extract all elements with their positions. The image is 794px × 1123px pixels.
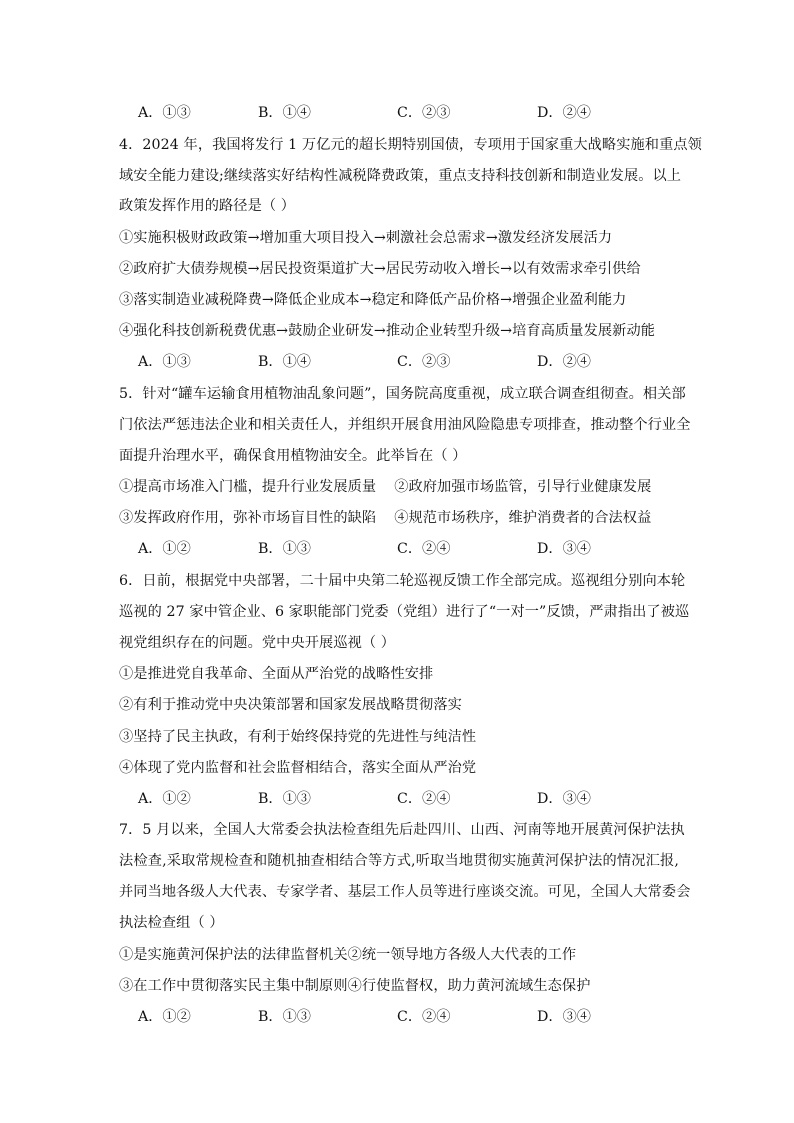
- q5-stem-line-3: 面提升治理水平，确保食用植物油安全。此举旨在（ ）: [119, 448, 467, 464]
- q4-item-3: ③落实制造业减税降费→降低企业成本→稳定和降低产品价格→增强企业盈利能力: [119, 292, 627, 308]
- q5-item-row-1: [119, 477, 679, 497]
- q3-option-b[interactable]: B．①④: [258, 105, 311, 121]
- q5-option-c[interactable]: C．②④: [397, 541, 451, 557]
- q4-item-1: ①实施积极财政政策→增加重大项目投入→刺激社会总需求→激发经济发展活力: [119, 230, 613, 246]
- q3-option-c[interactable]: C．②③: [397, 105, 451, 121]
- q7-stem-line-3: 并同当地各级人大代表、专家学者、基层工作人员等进行座谈交流。可见，全国人大常委会: [119, 884, 691, 900]
- q6-option-b[interactable]: B．①③: [258, 791, 311, 807]
- q4-stem-line-1: 4．2024 年，我国将发行 1 万亿元的超长期特别国债，专项用于国家重大战略实施和重点领: [119, 137, 702, 153]
- q7-item-2: ②统一领导地方各级人大代表的工作: [347, 947, 577, 963]
- q5-item-4: ④规范市场秩序，维护消费者的合法权益: [394, 510, 652, 526]
- q7-item-3: ③在工作中贯彻落实民主集中制原则: [119, 978, 348, 994]
- q5-stem-line-1: 5．针对“罐车运输食用植物油乱象问题”，国务院高度重视，成立联合调查组彻查。相关部: [119, 386, 686, 402]
- q6-stem-line-1: 6．日前，根据党中央部署，二十届中央第二轮巡视反馈工作全部完成。巡视组分别向本轮: [119, 573, 686, 589]
- q7-option-b[interactable]: B．①③: [258, 1009, 311, 1025]
- q5-item-3: ③发挥政府作用，弥补市场盲目性的缺陷: [119, 510, 377, 526]
- q7-item-row-1: [119, 945, 679, 965]
- q5-item-row-2: [119, 508, 679, 528]
- q4-item-4: ④强化科技创新税费优惠→鼓励企业研发→推动企业转型升级→培育高质量发展新动能: [119, 323, 656, 339]
- q4-option-b[interactable]: B．①④: [258, 354, 311, 370]
- q7-item-row-2: [119, 976, 679, 996]
- q6-option-d[interactable]: D．③④: [537, 791, 591, 807]
- q4-stem-line-3: 政策发挥作用的路径是（ ）: [119, 198, 296, 214]
- q6-item-3: ③坚持了民主执政，有利于始终保持党的先进性与纯洁性: [119, 729, 477, 745]
- q5-option-d[interactable]: D．③④: [537, 541, 591, 557]
- q5-stem-line-2: 门依法严惩违法企业和相关责任人，并组织开展食用油风险隐患专项排查，推动整个行业全: [119, 417, 691, 433]
- q5-option-b[interactable]: B．①③: [258, 541, 311, 557]
- q4-item-2: ②政府扩大债券规模→居民投资渠道扩大→居民劳动收入增长→以有效需求牵引供给: [119, 261, 641, 277]
- q6-item-4: ④体现了党内监督和社会监督相结合，落实全面从严治党: [119, 760, 477, 776]
- q3-option-d[interactable]: D．②④: [537, 105, 591, 121]
- q6-option-a[interactable]: A．①②: [138, 791, 191, 807]
- q7-stem-line-1: 7．5 月以来，全国人大常委会执法检查组先后赴四川、山西、河南等地开展黄河保护法执: [119, 822, 685, 838]
- q7-stem-line-2: 法检查,采取常规检查和随机抽查相结合等方式,听取当地贯彻实施黄河保护法的情况汇报,: [119, 853, 679, 869]
- q4-option-d[interactable]: D．②④: [537, 354, 591, 370]
- q5-option-a[interactable]: A．①②: [138, 541, 191, 557]
- q5-item-2: ②政府加强市场监管，引导行业健康发展: [394, 479, 652, 495]
- q6-option-c[interactable]: C．②④: [397, 791, 451, 807]
- q7-option-c[interactable]: C．②④: [397, 1009, 451, 1025]
- q4-option-c[interactable]: C．②③: [397, 354, 451, 370]
- q6-stem-line-3: 视党组织存在的问题。党中央开展巡视（ ）: [119, 635, 396, 651]
- q4-option-a[interactable]: A．①③: [138, 354, 191, 370]
- q7-option-a[interactable]: A．①②: [138, 1009, 191, 1025]
- q7-stem-line-4: 执法检查组（ ）: [119, 915, 224, 931]
- q4-stem-line-2: 域安全能力建设;继续落实好结构性减税降费政策，重点支持科技创新和制造业发展。以上: [119, 168, 682, 184]
- q6-item-1: ①是推进党自我革命、全面从严治党的战略性安排: [119, 666, 434, 682]
- q7-item-1: ①是实施黄河保护法的法律监督机关: [119, 947, 348, 963]
- q6-item-2: ②有利于推动党中央决策部署和国家发展战略贯彻落实: [119, 697, 462, 713]
- q3-option-a[interactable]: A．①③: [138, 105, 191, 121]
- q6-stem-line-2: 巡视的 27 家中管企业、6 家职能部门党委（党组）进行了“一对一”反馈，严肃指出了被巡: [119, 604, 690, 620]
- q7-option-d[interactable]: D．③④: [537, 1009, 591, 1025]
- q7-item-4: ④行使监督权，助力黄河流域生态保护: [347, 978, 591, 994]
- q5-item-1: ①提高市场准入门槛，提升行业发展质量: [119, 479, 377, 495]
